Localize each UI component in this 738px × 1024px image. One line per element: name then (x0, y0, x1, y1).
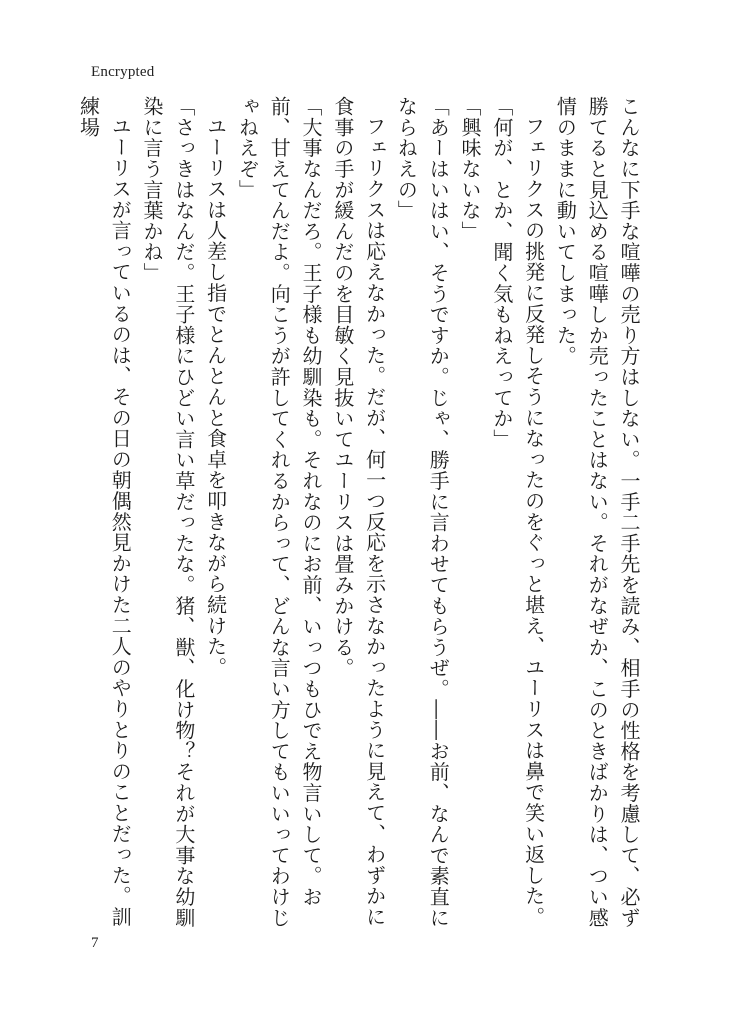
paragraph-5: ユーリスが言っているのは、その日の朝偶然見かけた二人のやりとりのことだった。訓練場 (76, 96, 133, 928)
page-number: 7 (91, 935, 99, 951)
dialogue-line-5: 「さっきはなんだ。王子様にひどい言い草だったな。猪、獣、化け物？それが大事な幼馴染に言う言葉かね」 (140, 96, 196, 928)
dialogue-line-2: 「興味ないな」 (458, 96, 483, 242)
paragraph-2: フェリクスの挑発に反発しそうになったのをぐっと堪え、ユーリスは鼻で笑い返した。 (521, 116, 546, 928)
running-head: Encrypted (91, 64, 155, 80)
paragraph-4: ユーリスは人差し指でとんとんと食卓を叩きながら続けた。 (203, 116, 228, 678)
dialogue-line-1: 「何が、とか、聞く気もねえってか」 (489, 96, 514, 450)
dialogue-line-3: 「あーはいはい、そうですか。じゃ、勝手に言わせてもらうぜ。――お前、なんで素直にならねえの」 (394, 96, 451, 928)
dialogue-line-4: 「大事なんだろ。王子様も幼馴染も。それなのにお前、いっつもひでえ物言いして。お前、甘えてんだよ。向こうが許してくれるからって、どんな言い方してもいいってわけじゃねえぞ」 (235, 96, 324, 928)
vertical-body-text (76, 96, 644, 936)
paragraph-3: フェリクスは応えなかった。だが、何一つ反応を示さなかったように見えて、わずかに食事の手が緩んだのを目敏く見抜いてユーリスは畳みかける。 (330, 96, 387, 928)
paragraph-1: こんなに下手な喧嘩の売り方はしない。一手二手先を読み、相手の性格を考慮して、必ず勝てると見込める喧嘩しか売ったことはない。それがなぜか、このときばかりは、つい感情のままに動いてしまった。 (553, 96, 641, 928)
